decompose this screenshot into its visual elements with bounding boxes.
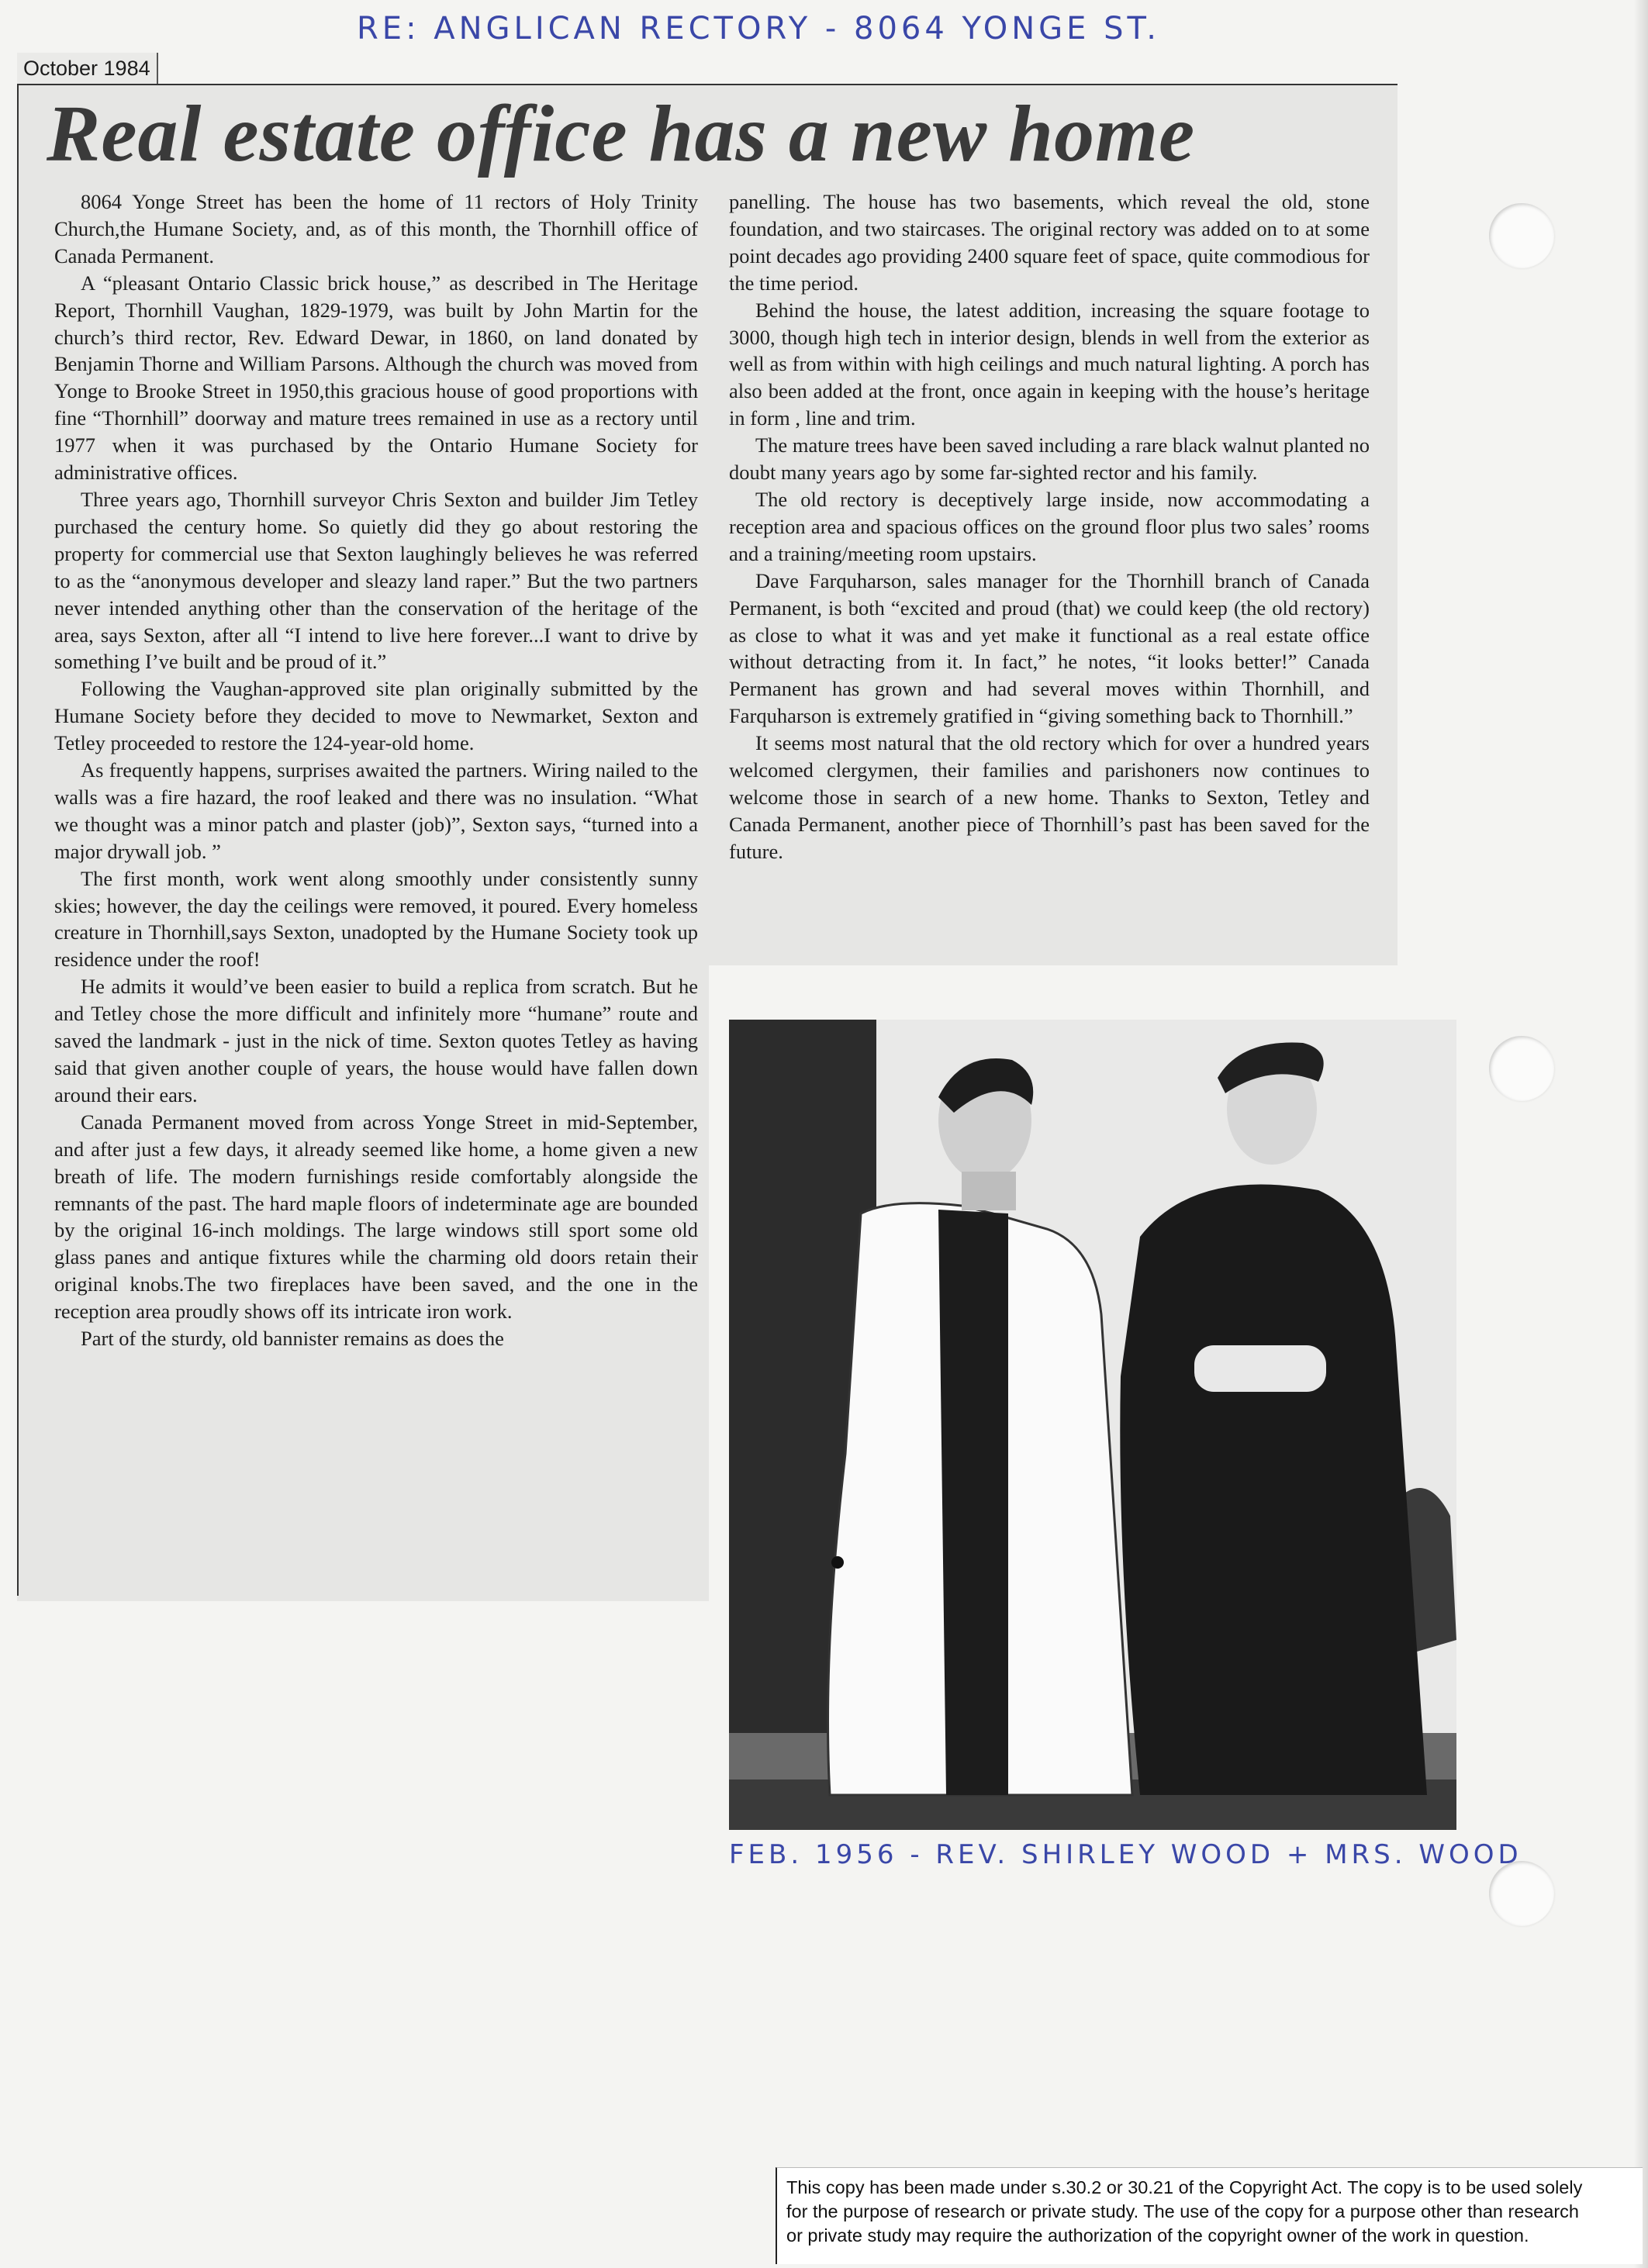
paragraph: Following the Vaughan-approved site plan originally submitted by the Humane Society before they decided to move to Newmarket, Sexton and Tetley proceeded to restore the 124-year-old home. bbox=[54, 677, 698, 755]
paragraph: He admits it would’ve been easier to build a replica from scratch. But he and Tetley chose the more difficult and infinitely more “humane” route and saved the landmark - just in the nick of time. Sexton quotes Tetley as having said that given another couple of years, the house would have fallen down around their ears. bbox=[54, 975, 698, 1106]
clipping-date: October 1984 bbox=[17, 53, 158, 84]
paragraph: Canada Permanent moved from across Yonge Street in mid-September, and after just a few days, it already seemed like home, a home given a new breath of life. The modern furnishings reside comfortably alongside the remnants of the past. The hard maple floors of indeterminate age are bounded by the original 16-inch moldings. The large windows still sport some old glass panes and antique fixtures while the charming old doors retain their original knobs.The two fireplaces have been saved, and the one in the reception area proudly shows off its intricate iron work. bbox=[54, 1110, 698, 1324]
article-column-left bbox=[54, 188, 698, 1352]
punch-hole bbox=[1489, 1036, 1554, 1101]
paragraph: Behind the house, the latest addition, increasing the square footage to 3000, though high tech in interior design, blends in well from the exterior as well as from within with high ceilings and much natural lighting. A porch has also been added at the front, once again in keeping with the house’s heritage in form , line and trim. bbox=[729, 298, 1370, 430]
notice-line: or private study may require the authorization of the copyright owner of the work in question. bbox=[786, 2225, 1529, 2246]
page-edge bbox=[1634, 0, 1648, 2268]
headline: Real estate office has a new home bbox=[47, 89, 1196, 178]
punch-hole bbox=[1489, 203, 1554, 268]
handwritten-note: RE: ANGLICAN RECTORY - 8064 YONGE ST. bbox=[357, 11, 1160, 47]
paragraph: The old rectory is deceptively large inside, now accommodating a reception area and spacious offices on the ground floor plus two sales’ rooms and a training/meeting room upstairs. bbox=[729, 487, 1370, 565]
notice-line: This copy has been made under s.30.2 or 30.21 of the Copyright Act. The copy is to be used solely bbox=[786, 2177, 1583, 2197]
paragraph: As frequently happens, surprises awaited the partners. Wiring nailed to the walls was a fire hazard, the roof leaked and there was no insulation. “What we thought was a minor patch and plaster (job)”, Sexton says, “turned into a major drywall job. ” bbox=[54, 758, 698, 863]
divider bbox=[17, 84, 19, 1596]
paragraph: panelling. The house has two basements, which reveal the old, stone foundation, and two staircases. The original rectory was added on to at some point decades ago providing 2400 square feet of space, quite commodious for the time period. bbox=[729, 190, 1370, 295]
paragraph: 8064 Yonge Street has been the home of 11 rectors of Holy Trinity Church,the Humane Society, and, as of this month, the Thornhill office of Canada Permanent. bbox=[54, 190, 698, 268]
paragraph: The mature trees have been saved including a rare black walnut planted no doubt many years ago by some far-sighted rector and his family. bbox=[729, 433, 1370, 485]
historic-photograph bbox=[729, 1020, 1456, 1830]
photo-illustration bbox=[729, 1020, 1456, 1830]
article-column-right bbox=[729, 188, 1370, 865]
paragraph: A “pleasant Ontario Classic brick house,” as described in The Heritage Report, Thornhill Vaughan, 1829-1979, was built by John Martin for the church’s third rector, Rev. Edward Dewar, in 1860, on land donated by Benjamin Thorne and William Parsons. Although the church was moved from Yonge to Brooke Street in 1950,this gracious house of good proportions with fine “Thornhill” doorway and mature trees remained in use as a rectory until 1977 when it was purchased by the Ontario Humane Society for administrative offices. bbox=[54, 271, 698, 485]
paragraph: It seems most natural that the old rectory which for over a hundred years welcomed clergymen, their families and parishoners now continues to welcome those in search of a new home. Thanks to Sexton, Tetley and Canada Permanent, another piece of Thornhill’s past has been saved for the future. bbox=[729, 731, 1370, 863]
paragraph: Part of the sturdy, old bannister remains as does the bbox=[81, 1327, 504, 1351]
paragraph: Three years ago, Thornhill surveyor Chris Sexton and builder Jim Tetley purchased the century home. So quietly did they go about restoring the property for commercial use that Sexton laughingly believes he was referred to as the “anonymous developer and sleazy land raper.” But the two partners never intended anything other than the conservation of the heritage of the area, says Sexton, after all “I intend to live here forever...I want to drive by something I’ve built and be proud of it.” bbox=[54, 487, 698, 674]
punch-hole bbox=[1489, 1861, 1554, 1926]
handwritten-photo-caption: FEB. 1956 - REV. SHIRLEY WOOD + MRS. WOOD bbox=[729, 1839, 1522, 1870]
copyright-notice bbox=[776, 2167, 1643, 2264]
notice-line: for the purpose of research or private study. The use of the copy for a purpose other than research bbox=[786, 2201, 1579, 2221]
paragraph: Dave Farquharson, sales manager for the Thornhill branch of Canada Permanent, is both “excited and proud (that) we could keep (the old rectory) as close to what it was and yet make it functional as a real estate office without detracting from it. In fact,” he notes, “it looks better!” Canada Permanent has grown and had several moves within Thornhill, and Farquharson is extremely gratified in “giving something back to Thornhill.” bbox=[729, 568, 1370, 728]
paragraph: The first month, work went along smoothly under consistently sunny skies; however, the day the ceilings were removed, it poured. Every homeless creature in Thornhill,says Sexton, unadopted by the Humane Society took up residence under the roof! bbox=[54, 866, 698, 972]
